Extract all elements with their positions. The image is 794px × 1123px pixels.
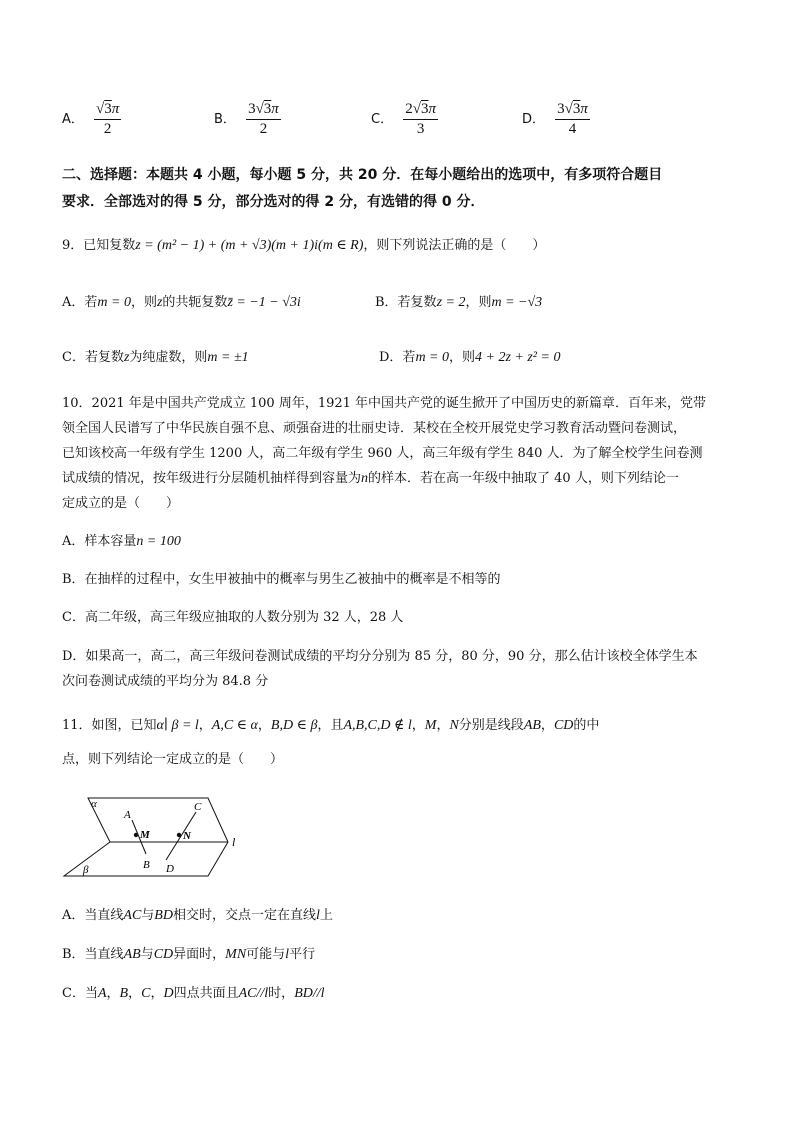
fraction: $\frac{√3\pi}{2}$ bbox=[96, 101, 120, 137]
plane-alpha bbox=[88, 798, 228, 842]
segment-cd bbox=[166, 812, 196, 860]
section-heading-line1: 二、选择题：本题共 4 小题，每小题 5 分，共 20 分．在每小题给出的选项中，有多项符合题目 bbox=[62, 167, 663, 183]
planes-figure bbox=[60, 790, 250, 882]
q11-stem-line2: 点，则下列结论一定成立的是（ ） bbox=[62, 752, 284, 767]
q10-option-d-line2: 次问卷测试成绩的平均分为 84.8 分 bbox=[62, 674, 269, 689]
prev-option-b: B． $\frac{3√3\pi}{2}$ bbox=[214, 101, 279, 137]
label-m: M bbox=[140, 829, 150, 841]
q10-stem-line4: 试成绩的情况，按年级进行分层随机抽样得到容量为n的样本．若在高一年级中抽取了 40 人，则下列结论一 bbox=[62, 471, 679, 486]
q11-stem-line1: 11．如图，已知α∣ β = l，A,C ∈ α，B,D ∈ β，且A,B,C,D ∉ l，M，N分别是线段AB，CD的中 bbox=[62, 718, 600, 733]
fraction: $\frac{3√3\pi}{2}$ bbox=[248, 101, 279, 137]
point-m bbox=[134, 833, 138, 837]
q10-option-a: A．样本容量n = 100 bbox=[62, 534, 181, 549]
label-n: N bbox=[183, 830, 191, 842]
label-beta: β bbox=[83, 864, 89, 876]
label-a: A bbox=[124, 809, 131, 821]
prev-option-a: A． $\frac{√3\pi}{2}$ bbox=[62, 101, 120, 137]
fraction: $\frac{3√3\pi}{4}$ bbox=[557, 101, 588, 137]
prev-option-c: C． $\frac{2√3\pi}{3}$ bbox=[371, 101, 436, 137]
q10-option-d-line1: D．如果高一，高二，高三年级问卷测试成绩的平均分分别为 85 分，80 分，90 分，那么估计该校全体学生本 bbox=[62, 649, 698, 664]
label-b: B bbox=[143, 859, 150, 871]
q11-option-c: C．当A，B，C，D四点共面且AC//l时，BD//l bbox=[62, 986, 325, 1001]
label-c: C bbox=[194, 801, 202, 813]
q11-option-a: A．当直线AC与BD相交时，交点一定在直线l上 bbox=[62, 908, 333, 923]
q10-stem-line5: 定成立的是（ ） bbox=[62, 496, 180, 511]
label-l: l bbox=[232, 835, 236, 849]
q10-stem-line2: 领全国人民谱写了中华民族自强不息、顽强奋进的壮丽史诗．某校在全校开展党史学习教育活动暨问卷测试， bbox=[62, 421, 687, 436]
label-alpha: α bbox=[91, 798, 97, 810]
point-n bbox=[177, 833, 181, 837]
q9-option-b: B．若复数z = 2，则m = −√3 bbox=[375, 295, 543, 310]
q10-option-c: C．高二年级，高三年级应抽取的人数分别为 32 人，28 人 bbox=[62, 610, 404, 625]
prev-option-d: D． $\frac{3√3\pi}{4}$ bbox=[522, 101, 588, 137]
q9-option-d: D．若m = 0，则4 + 2z + z² = 0 bbox=[379, 350, 561, 365]
q9-option-c: C．若复数z为纯虚数，则m = ±1 bbox=[62, 350, 249, 365]
q9-option-a: A．若m = 0，则z的共轭复数z̄ = −1 − √3i bbox=[62, 295, 301, 310]
q10-option-b: B．在抽样的过程中，女生甲被抽中的概率与男生乙被抽中的概率是不相等的 bbox=[62, 572, 501, 587]
fraction: $\frac{2√3\pi}{3}$ bbox=[405, 101, 436, 137]
q10-stem-line1: 10．2021 年是中国共产党成立 100 周年，1921 年中国共产党的诞生掀开了中国历史的新篇章．百年来，党带 bbox=[62, 396, 707, 411]
label-d: D bbox=[166, 863, 174, 875]
section-heading-line2: 要求．全部选对的得 5 分，部分选对的得 2 分，有选错的得 0 分． bbox=[62, 194, 485, 210]
q11-option-b: B．当直线AB与CD异面时，MN可能与l平行 bbox=[62, 947, 316, 962]
q10-stem-line3: 已知该校高一年级有学生 1200 人，高二年级有学生 960 人，高三年级有学生 840 人．为了解全校学生问卷测 bbox=[62, 446, 703, 461]
q9-stem: 9．已知复数z = (m² − 1) + (m + √3)(m + 1)i(m ∈ R)，则下列说法正确的是（ ） bbox=[62, 238, 546, 253]
